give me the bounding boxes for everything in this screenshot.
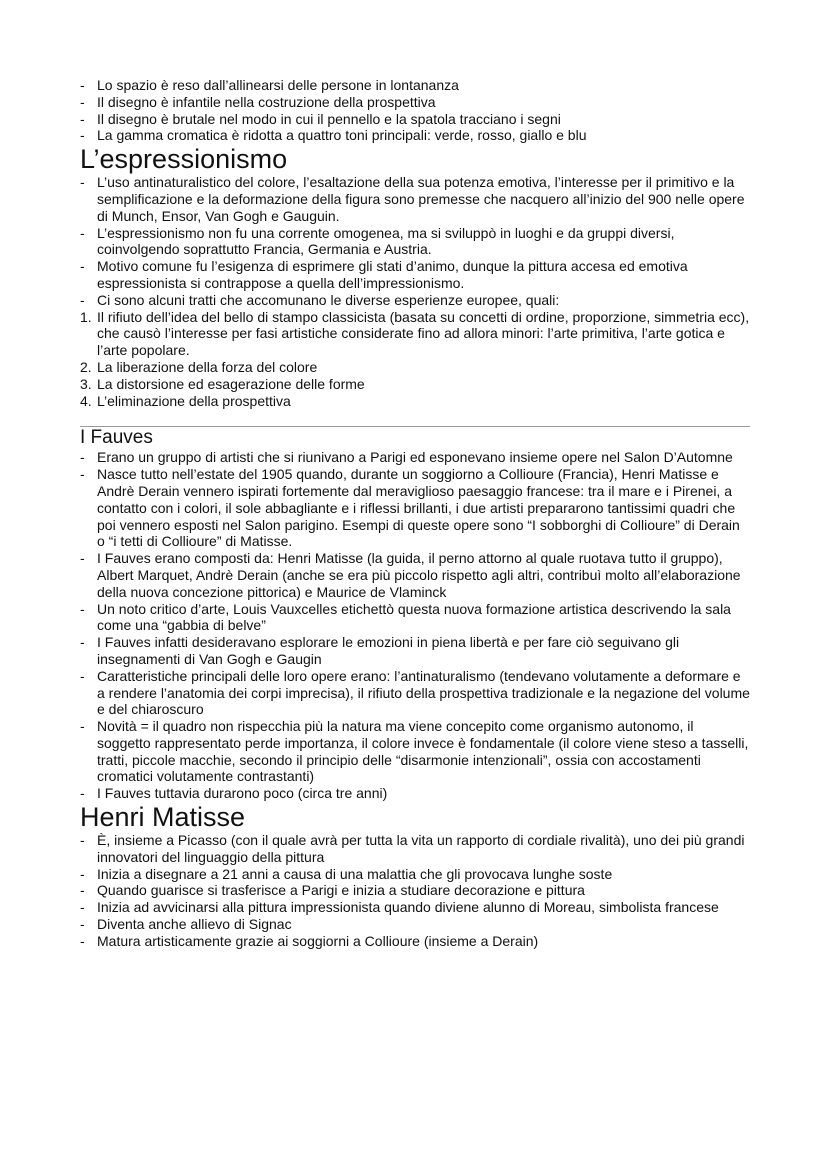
list-item: - Il disegno è infantile nella costruzione della prospettiva — [80, 94, 750, 111]
heading-espressionismo: L’espressionismo — [80, 144, 288, 175]
numbered-item — [80, 393, 750, 410]
list-item: - Matura artisticamente grazie ai soggiorni a Collioure (insieme a Derain) — [80, 933, 750, 950]
list-item: - Inizia a disegnare a 21 anni a causa di una malattia che gli provocava lunghe soste — [80, 866, 750, 883]
list-item: - Novità = il quadro non rispecchia più la natura ma viene concepito come organismo autonomo, il soggetto rappresentato perde importanza, il colore invece è fondamentale (il colore viene steso a tasselli, tratti, piccole macchie, secondo il principio delle “disarmonie intenzionali”, ossia con accostamenti cromatici volutamente contrastanti) — [80, 718, 750, 785]
item-text: L’eliminazione della prospettiva — [97, 392, 291, 409]
item-number: 3. — [80, 375, 92, 392]
intro-list — [80, 77, 750, 144]
list-item: - I Fauves tuttavia durarono poco (circa tre anni) — [80, 785, 750, 802]
item-text: La liberazione della forza del colore — [97, 358, 318, 375]
heading-fauves: I Fauves — [80, 427, 153, 449]
espressionismo-numbered-list — [80, 309, 750, 410]
item-number: 4. — [80, 392, 92, 409]
list-item: - Un noto critico d’arte, Louis Vauxcelles etichettò questa nuova formazione artistica descrivendo la sala come una “gabbia di belve” — [80, 601, 750, 635]
list-item: - Erano un gruppo di artisti che si riunivano a Parigi ed esponevano insieme opere nel Salon D’Automne — [80, 449, 750, 466]
espressionismo-list — [80, 174, 750, 308]
numbered-item — [80, 376, 750, 393]
item-text: Il rifiuto dell’idea del bello di stampo classicista (basata su concetti di ordine, proporzione, simmetria ecc), che causò l’interesse per fasi artistiche considerate fino ad allora minori: l’arte primitiva, l’arte gotica e l’arte popolare. — [97, 308, 750, 359]
list-item: - I Fauves infatti desideravano esplorare le emozioni in piena libertà e per fare ciò seguivano gli insegnamenti di Van Gogh e Gaugin — [80, 634, 750, 668]
list-item: - Il disegno è brutale nel modo in cui il pennello e la spatola tracciano i segni — [80, 111, 750, 128]
heading-matisse: Henri Matisse — [80, 802, 246, 833]
list-item: - Caratteristiche principali delle loro opere erano: l’antinaturalismo (tendevano volutamente a deformare e a rendere l’anatomia dei corpi imprecisa), il rifiuto della prospettiva tradizionale e la negazione del volume e del chiaroscuro — [80, 668, 750, 718]
item-text: La distorsione ed esagerazione delle forme — [97, 375, 365, 392]
list-item: - Inizia ad avvicinarsi alla pittura impressionista quando diviene alunno di Moreau, simbolista francese — [80, 899, 750, 916]
list-item: - L’espressionismo non fu una corrente omogenea, ma si sviluppò in luoghi e da gruppi diversi, coinvolgendo soprattutto Francia, Germania e Austria. — [80, 225, 750, 259]
list-item: - Diventa anche allievo di Signac — [80, 916, 750, 933]
list-item: - È, insieme a Picasso (con il quale avrà per tutta la vita un rapporto di cordiale rivalità), uno dei più grandi innovatori del linguaggio della pittura — [80, 832, 750, 866]
list-item: - La gamma cromatica è ridotta a quattro toni principali: verde, rosso, giallo e blu — [80, 127, 750, 144]
list-item: - Nasce tutto nell’estate del 1905 quando, durante un soggiorno a Collioure (Francia), Henri Matisse e Andrè Derain vennero ispirati fortemente dal meraviglioso paesaggio francese: tra il mare e i Pirenei, a contatto con i colori, il sole abbagliante e i riflessi brillanti, i due artisti prepararono tantissimi quadri che poi vennero esposti nel Salon parigino. Esempi di queste opere sono “I sobborghi di Collioure” di Derain o “i tetti di Collioure” di Matisse. — [80, 466, 750, 550]
fauves-list — [80, 449, 750, 802]
matisse-list — [80, 832, 750, 950]
item-number: 1. — [80, 308, 92, 325]
numbered-item — [80, 309, 750, 359]
list-item: - Quando guarisce si trasferisce a Parigi e inizia a studiare decorazione e pittura — [80, 882, 750, 899]
numbered-item — [80, 359, 750, 376]
list-item: - I Fauves erano composti da: Henri Matisse (la guida, il perno attorno al quale ruotava tutto il gruppo), Albert Marquet, Andrè Derain (anche se era più piccolo rispetto agli altri, contribuì molto all’elaborazione della nuova concezione pittorica) e Maurice de Vlaminck — [80, 550, 750, 600]
list-item: - Motivo comune fu l’esigenza di esprimere gli stati d’animo, dunque la pittura accesa ed emotiva espressionista si contrappose a quella dell’impressionismo. — [80, 258, 750, 292]
list-item: - Lo spazio è reso dall’allinearsi delle persone in lontananza — [80, 77, 750, 94]
item-number: 2. — [80, 358, 92, 375]
list-item: - Ci sono alcuni tratti che accomunano le diverse esperienze europee, quali: — [80, 292, 750, 309]
list-item: - L’uso antinaturalistico del colore, l’esaltazione della sua potenza emotiva, l’interesse per il primitivo e la semplificazione e la deformazione della figura sono premesse che nacquero all’inizio del 900 nelle opere di Munch, Ensor, Van Gogh e Gauguin. — [80, 174, 750, 224]
